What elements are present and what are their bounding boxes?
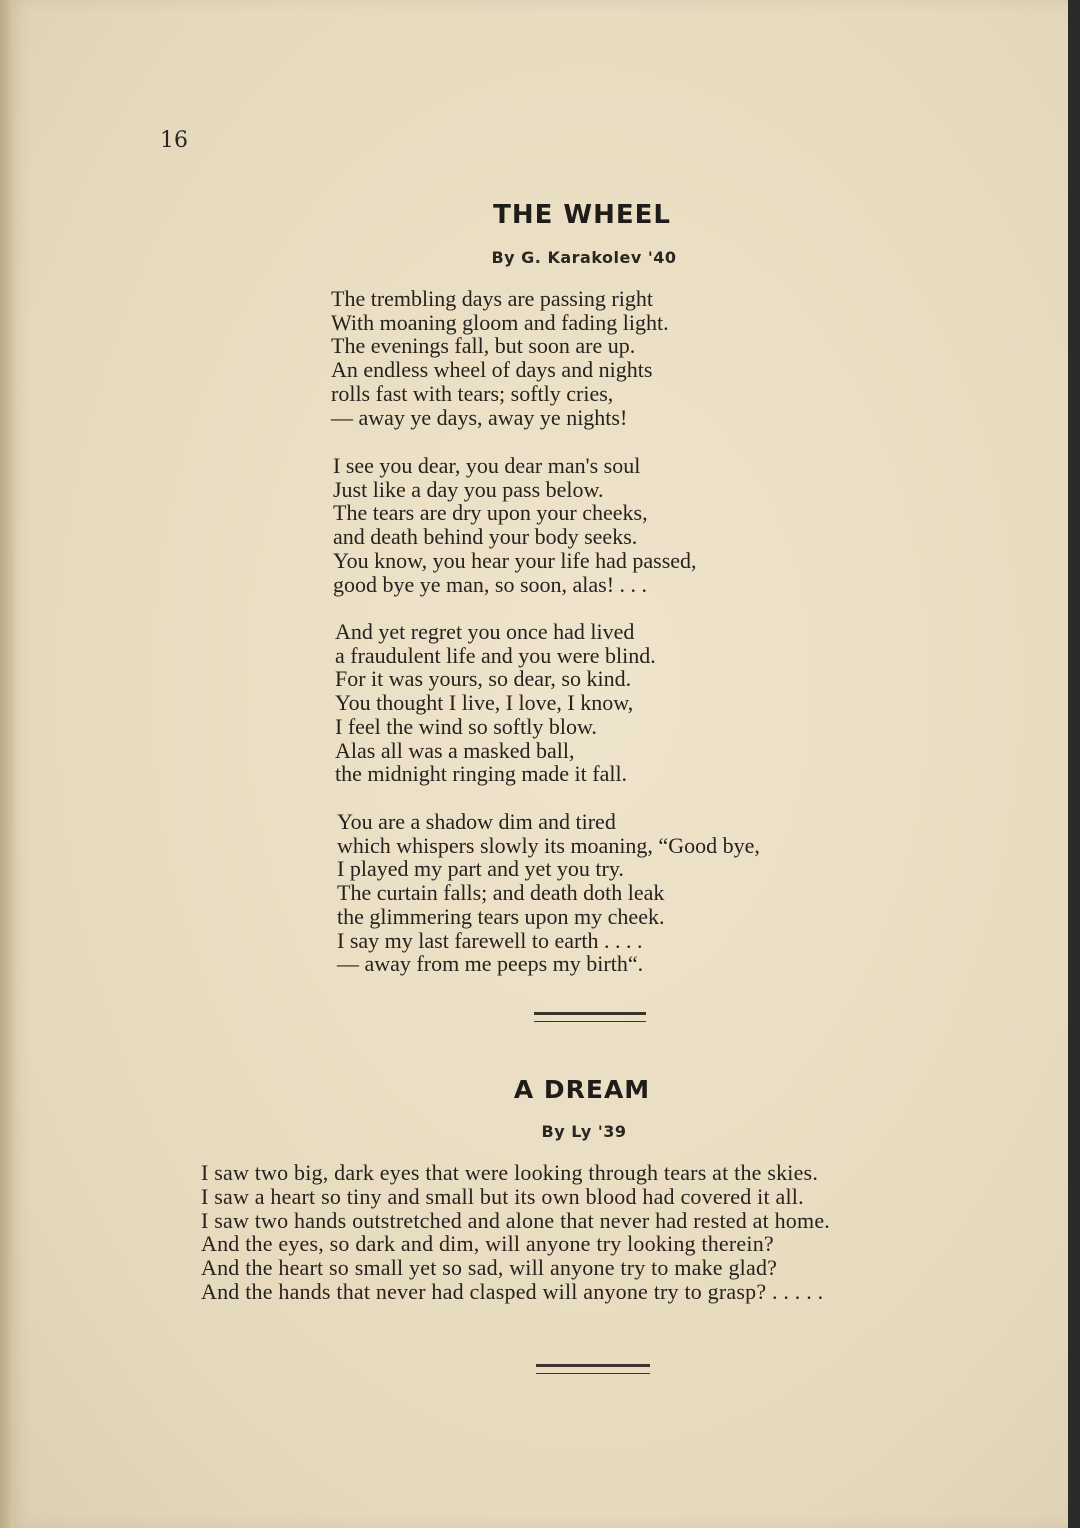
end-divider (536, 1364, 650, 1374)
poem-line: With moaning gloom and fading light. (331, 309, 669, 335)
poem-line: I saw two hands outstretched and alone that never had rested at home. (201, 1207, 830, 1233)
section-divider (534, 1012, 646, 1022)
poem-byline-a-dream: By Ly '39 (541, 1122, 627, 1141)
poem-line: — away ye days, away ye nights! (331, 404, 628, 430)
poem-line: You know, you hear your life had passed, (333, 547, 697, 573)
poem-line: I see you dear, you dear man's soul (333, 453, 641, 478)
poem-line: I played my part and yet you try. (337, 856, 624, 882)
poem-line: And the eyes, so dark and dim, will anyone try looking therein? (201, 1231, 774, 1257)
poem-line: The evenings fall, but soon are up. (331, 333, 636, 359)
poem-line: You thought I live, I love, I know, (335, 690, 634, 716)
poem-line: the midnight ringing made it fall. (335, 761, 628, 787)
page-number: 16 (160, 128, 188, 153)
poem-line: which whispers slowly its moaning, “Good bye, (337, 832, 760, 858)
poem-line: You are a shadow dim and tired (337, 809, 616, 834)
poem-byline-the-wheel: By G. Karakolev '40 (491, 248, 677, 267)
dream-stanza (201, 1161, 830, 1304)
poem-line: And the hands that never had clasped will anyone try to grasp? . . . . . (201, 1278, 824, 1304)
wheel-stanza-3 (335, 620, 656, 786)
wheel-stanza-1 (331, 287, 669, 429)
poem-line: For it was yours, so dear, so kind. (335, 666, 632, 692)
poem-line: the glimmering tears upon my cheek. (337, 903, 665, 929)
background-edge (1068, 0, 1080, 1528)
poem-line: I feel the wind so softly blow. (335, 713, 597, 739)
poem-line: I saw two big, dark eyes that were looking through tears at the skies. (201, 1160, 819, 1185)
poem-line: An endless wheel of days and nights (331, 357, 653, 383)
poem-line: rolls fast with tears; softly cries, (331, 380, 614, 406)
poem-line: I say my last farewell to earth . . . . (337, 927, 643, 953)
poem-line: — away from me peeps my birth“. (337, 951, 644, 977)
poem-line: And yet regret you once had lived (335, 619, 635, 644)
poem-line: And the heart so small yet so sad, will anyone try to make glad? (201, 1255, 778, 1281)
poem-line: and death behind your body seeks. (333, 524, 638, 550)
poem-title-the-wheel: THE WHEEL (493, 200, 671, 230)
wheel-stanza-2 (333, 454, 697, 596)
poem-line: The trembling days are passing right (331, 286, 653, 311)
wheel-stanza-4 (337, 810, 760, 976)
poem-line: I saw a heart so tiny and small but its own blood had covered it all. (201, 1183, 804, 1209)
poem-line: The tears are dry upon your cheeks, (333, 500, 648, 526)
poem-line: Alas all was a masked ball, (335, 737, 575, 763)
poem-line: a fraudulent life and you were blind. (335, 642, 656, 668)
poem-title-a-dream: A DREAM (513, 1075, 651, 1104)
poem-line: The curtain falls; and death doth leak (337, 880, 665, 906)
poem-line: good bye ye man, so soon, alas! . . . (333, 571, 648, 597)
poem-line: Just like a day you pass below. (333, 476, 604, 502)
